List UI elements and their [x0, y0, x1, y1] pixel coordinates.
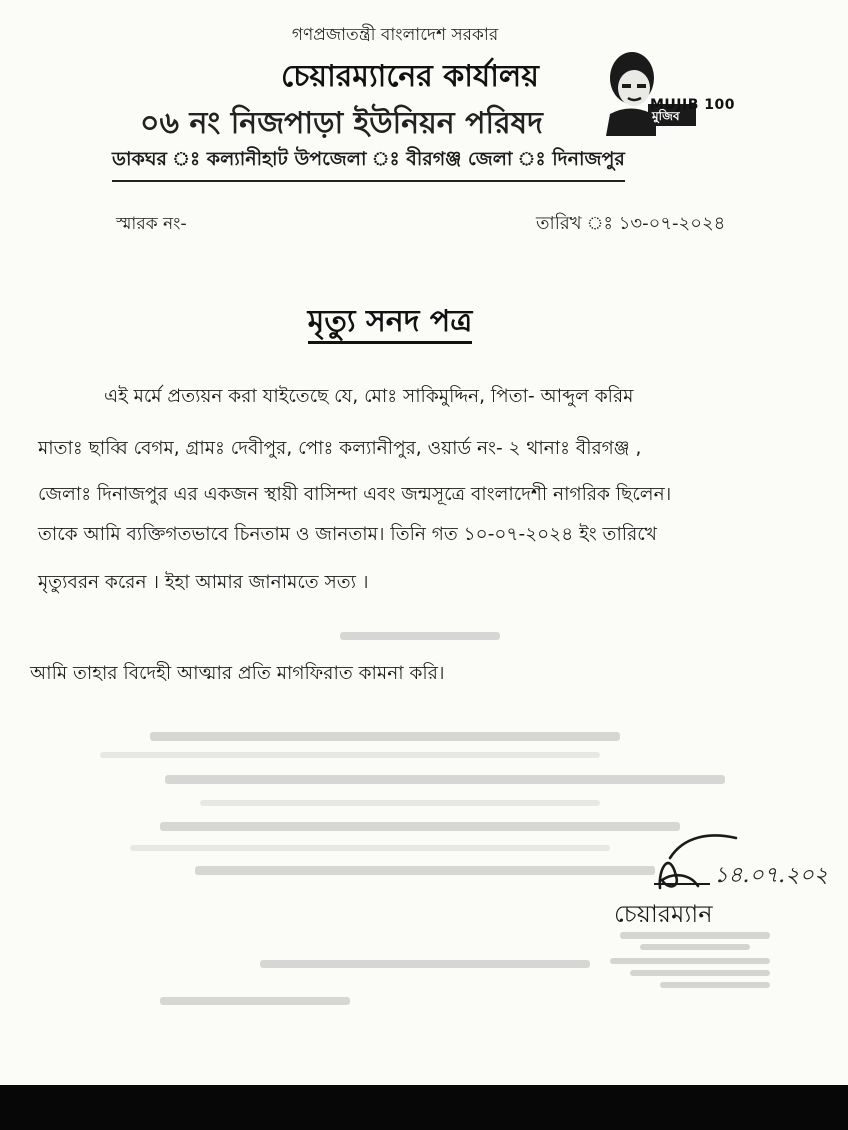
logo-caption: MUJIB 100 — [650, 97, 735, 113]
scan-background-edge — [0, 1085, 848, 1130]
certificate-title — [0, 297, 780, 348]
government-name: গণপ্রজাতন্ত্রী বাংলাদেশ সরকার — [291, 25, 499, 45]
faded-seal-stamp-icon — [600, 928, 780, 998]
mujib-100-logo-icon — [586, 44, 734, 136]
certificate-line: জেলাঃ দিনাজপুর এর একজন স্থায়ী বাসিন্দা এবং জন্মসূত্রে বাংলাদেশী নাগরিক ছিলেন। — [38, 484, 672, 505]
union-name: ০৬ নং নিজপাড়া ইউনিয়ন পরিষদ — [140, 106, 543, 141]
certificate-title-text: মৃত্যু সনদ পত্র — [308, 304, 473, 344]
signature-date: ১৪.০৭.২০২ — [714, 863, 829, 888]
office-title: চেয়ারম্যানের কার্যালয় — [281, 59, 539, 94]
condolence-line: আমি তাহার বিদেহী আত্মার প্রতি মাগফিরাত কামনা করি। — [30, 663, 445, 684]
issue-date: তারিখ ঃ ১৩-০৭-২০২৪ — [536, 213, 726, 234]
certificate-line: মাতাঃ ছাব্বি বেগম, গ্রামঃ দেবীপুর, পোঃ কল্যানীপুর, ওয়ার্ড নং- ২ থানাঃ বীরগঞ্জ , — [38, 438, 642, 459]
svg-text:মুজিব: মুজিব — [652, 109, 680, 123]
certificate-line: তাকে আমি ব্যক্তিগতভাবে চিনতাম ও জানতাম। তিনি গত ১০-০৭-২০২৪ ইং তারিখে — [38, 524, 657, 545]
memo-number: স্মারক নং- — [116, 214, 187, 234]
certificate-line: এই মর্মে প্রত্যয়ন করা যাইতেছে যে, মোঃ সাকিমুদ্দিন, পিতা- আব্দুল করিম — [104, 386, 634, 407]
address-line: ডাকঘর ঃ কল্যানীহাট উপজেলা ঃ বীরগঞ্জ জেলা ঃ দিনাজপুর — [112, 145, 625, 182]
signatory-designation: চেয়ারম্যান — [614, 900, 713, 928]
certificate-line: মৃত্যুবরন করেন । ইহা আমার জানামতে সত্য । — [38, 572, 369, 593]
